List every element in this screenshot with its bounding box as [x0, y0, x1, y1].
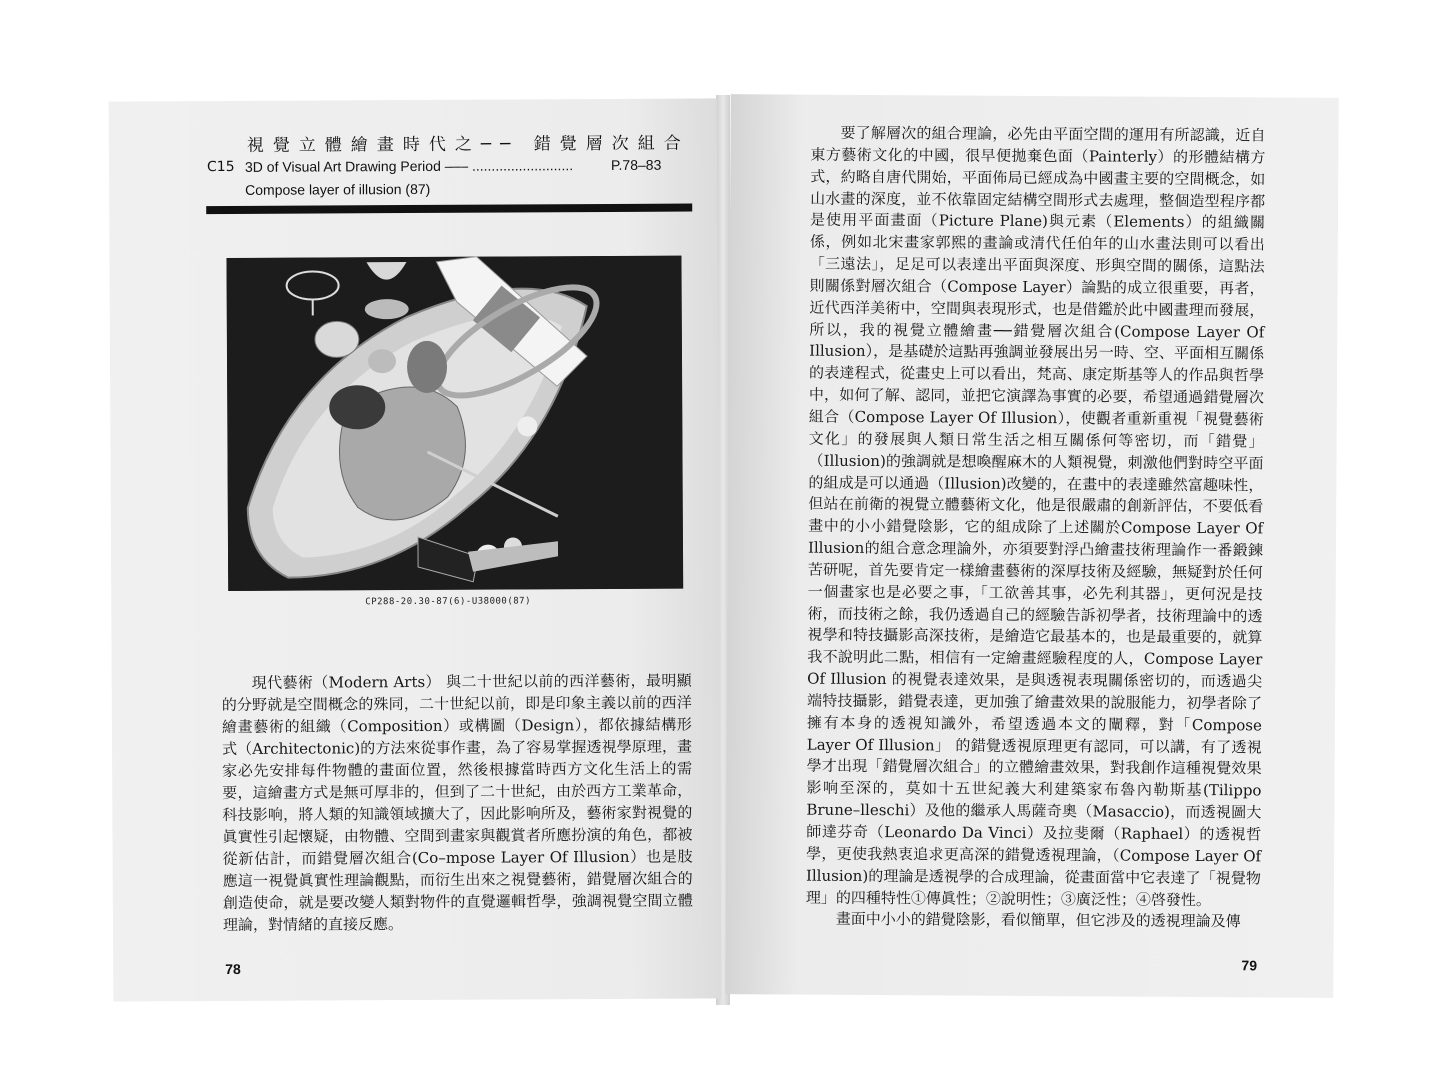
right-paragraph-last: 畫面中小小的錯覺陰影，看似簡單，但它涉及的透視理論及傳: [835, 910, 1241, 931]
right-body-text: [806, 123, 1266, 934]
left-body-text: [222, 670, 693, 936]
left-page: [109, 98, 722, 1001]
left-paragraph: 現代藝術（Modern Arts） 與二十世紀以前的西洋藝術，最明顯的分野就是空間概念的殊同，二十世紀以前，即是印象主義以前的西洋繪畫藝術的組織（Composition）或構圖（Design），都依據結構形式（Architectonic)的方法來從事作畫，為了容易掌握透視學原理，畫家必先安排每件物體的畫面位置，然後根據當時西方文化生活上的需要，這繪畫方式是無可厚非的，但到了二十世紀，由於西方工業革命，科技影响，將人類的知識領域擴大了，因此影响所及，藝術家對視覺的眞實性引起懷疑，由物體、空間到畫家與觀賞者所應扮演的角色，都被從新估計，而錯覺層次組合(Co–mpose Layer Of Illusion）也是肢應這一視覺眞實性理論觀點，而衍生出來之視覺藝術，錯覺層次組合的創造使命，就是要改變人類對物件的直覺邏輯哲學，強調視覺空間立體理論，對情緒的直接反應。: [221, 671, 693, 935]
chapter-code: C15: [206, 158, 235, 176]
chapter-subtitle-english: Compose layer of illusion (87): [245, 180, 431, 198]
page-number-left: 78: [225, 960, 241, 977]
right-paragraph: 要了解層次的組合理論，必先由平面空間的運用有所認識，近自東方藝術文化的中國，很早便拋棄色面（Painterly）的形體結構方式，約略自唐代開始，平面佈局已經成為中國畫主要的空間概念，如山水畫的深度，並不依靠固定結構空間形式去處理，整個造型程序都是使用平面畫面（Picture Plane)與元素（Elements）的組織關係，例如北宋畫家郭熙的畫論或清代任伯年的山水畫法則可以看出「三遠法」，足足可以表達出平面與深度、形與空間的關係，這點法則關係對層次組合（Compose Layer）論點的成立很重要，再者，近代西洋美術中，空間與表現形式，也是借鑑於此中國畫理而發展，所以，我的視覺立體繪畫──錯覺層次組合(Compose Layer Of Illusion），是基礎於這點再強調並發展出另一時、空、平面相互關係的表達程式，從畫史上可以看出，梵高、康定斯基等人的作品與哲學中，如何了解、認同，並把它演譯為事實的必要，希望通過錯覺層次組合（Compose Layer Of Illusion），使觀者重新重視「視覺藝術文化」的發展與人類日常生活之相互關係何等密切，而「錯覺」（Illusion)的強調就是想喚醒麻木的人類視覺，刺激他們對時空平面的組成是可以通過（Illusion)改變的，在畫中的表達雖然富趣味性，但站在前衛的視覺立體藝術文化，他是很嚴肅的創新評估，不要低看畫中的小小錯覺陰影，它的組成除了上述關於Compose Layer Of Illusion的組合意念理論外，亦須要對浮凸繪畫技術理論作一番鍛鍊苦研呢，首先要肯定一樣繪畫藝術的深厚技術及經驗，無疑對於任何一個畫家也是必要之事，「工欲善其事，必先利其器」，更何況是技術，而技術之餘，我仍透過自己的經驗告訴初學者，技術理論中的透視學和特技攝影高深技術，是繪造它最基本的，也是最重要的，就算我不說明此二點，相信有一定繪畫經驗程度的人，Compose Layer Of Illusion 的視覺表達效果，是與透視表現關係密切的，而透過尖端特技攝影，錯覺表達，更加強了繪畫效果的說服能力，初學者除了擁有本身的透視知識外，希望透過本文的闡釋，對「Compose Layer Of Illusion」 的錯覺透視原理更有認同，可以講，有了透視學才出現「錯覺層次組合」的立體繪畫效果，對我創作這種視覺效果影响至深的，莫如十五世紀義大利建築家布魯內勒斯基(Tilippo Brune–lleschi）及他的繼承人馬薩奇奧（Masaccio)，而透視圖大師達芬奇（Leonardo Da Vinci）及拉斐爾（Raphael）的透視哲學，更使我熱衷追求更高深的錯覺透視理論，（Compose Layer Of Illusion)的理論是透視學的合成理論，從畫面當中它表達了「視覺物理」的四種特性①傳眞性；②說明性；③廣泛性；④啓發性。: [805, 123, 1266, 909]
page-number-right: 79: [1241, 957, 1258, 974]
artwork-illustration: [226, 256, 683, 591]
chapter-title-english: 3D of Visual Art Drawing Period ––– ..........................: [244, 157, 574, 175]
title-rule: [206, 204, 692, 215]
artwork-caption: CP288-20.30-87(6)-U38000(87): [365, 596, 532, 608]
chapter-page-range: P.78–83: [610, 156, 662, 173]
chapter-title-chinese: 視覺立體繪畫時代之── 錯覺層次組合: [246, 133, 690, 156]
right-page: [725, 94, 1338, 998]
